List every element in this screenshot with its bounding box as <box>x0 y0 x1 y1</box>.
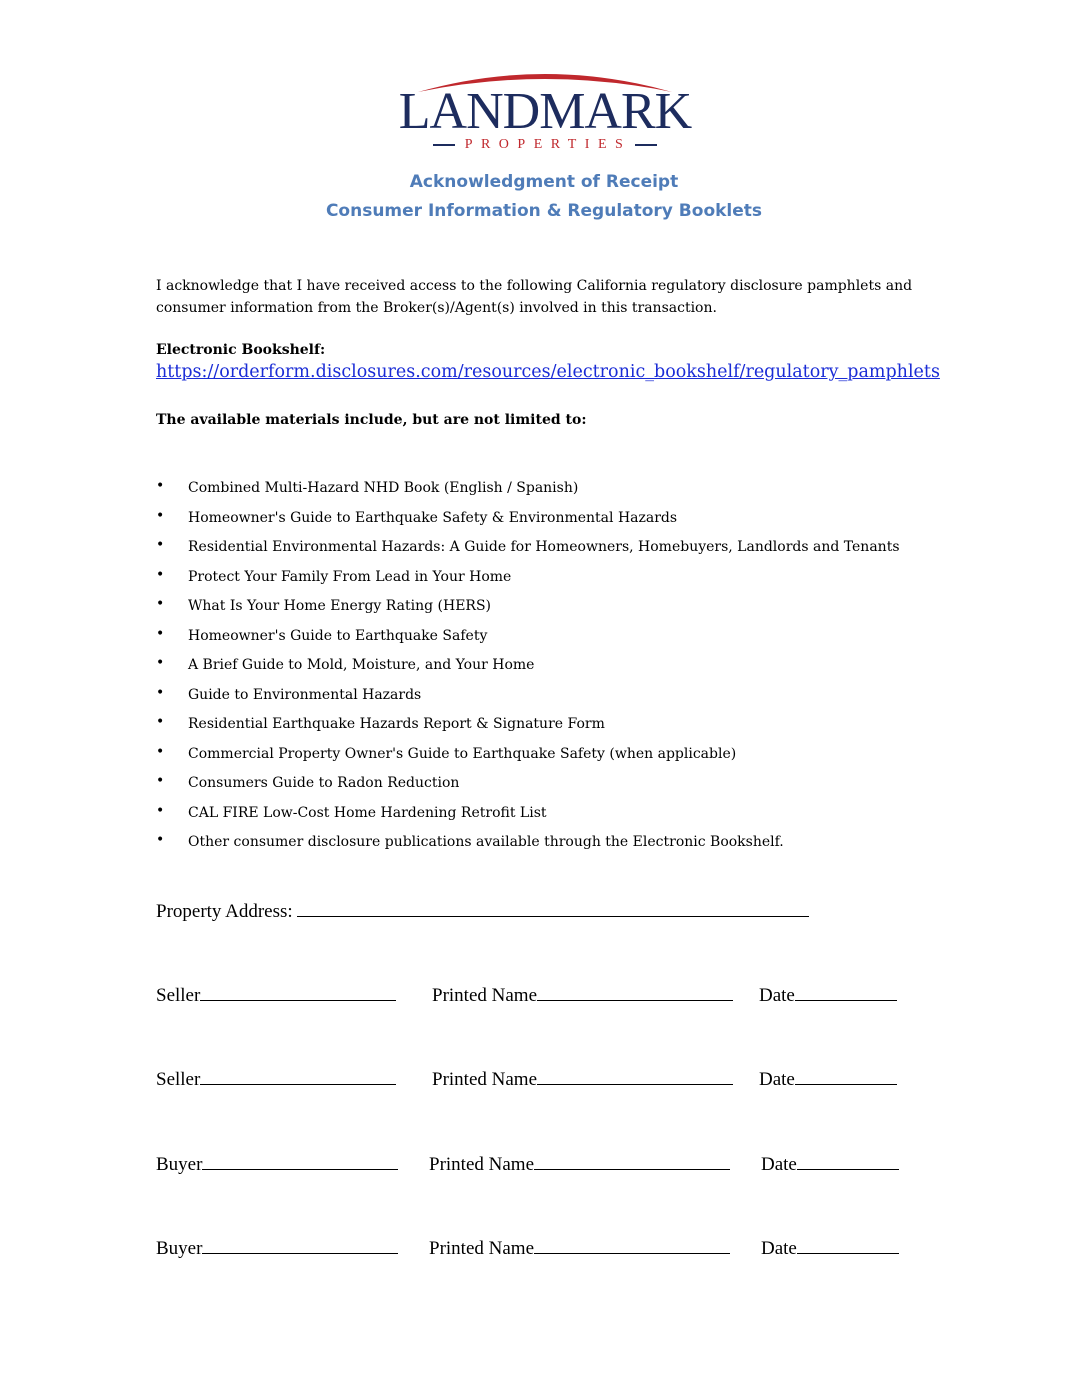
materials-label: The available materials include, but are not limited to: <box>156 412 587 428</box>
document-subtitle: Consumer Information & Regulatory Booklets <box>325 201 763 221</box>
list-item-text: Homeowner's Guide to Earthquake Safety <box>188 627 488 644</box>
signature-row <box>156 984 916 1010</box>
list-item-text: Homeowner's Guide to Earthquake Safety & Environmental Hazards <box>188 509 678 526</box>
bookshelf-link[interactable]: https://orderform.disclosures.com/resources/electronic_bookshelf/regulatory_pamphlets <box>156 362 940 382</box>
list-item-text: Combined Multi-Hazard NHD Book (English / Spanish) <box>188 480 579 496</box>
landmark-logo <box>390 62 700 157</box>
signature-field[interactable] <box>200 984 396 1001</box>
list-item-text: Commercial Property Owner's Guide to Earthquake Safety (when applicable) <box>188 745 737 762</box>
printed-name-label: Printed Name <box>432 1069 538 1090</box>
signature-field[interactable] <box>200 1068 396 1085</box>
signature-row <box>156 1237 916 1263</box>
signature-row <box>156 1153 916 1179</box>
signature-field[interactable] <box>202 1237 398 1254</box>
bullet-icon: • <box>156 714 165 730</box>
list-item-text: Protect Your Family From Lead in Your Home <box>188 568 512 585</box>
bullet-icon: • <box>156 478 165 494</box>
signature-field[interactable] <box>202 1153 398 1170</box>
printed-name-field[interactable] <box>534 1237 730 1254</box>
date-label: Date <box>759 1069 795 1090</box>
signature-role-label: Seller <box>156 985 201 1006</box>
list-item-text: Other consumer disclosure publications available through the Electronic Bookshelf. <box>188 834 784 850</box>
bullet-icon: • <box>156 655 165 671</box>
bullet-icon: • <box>156 625 165 642</box>
date-label: Date <box>761 1238 797 1259</box>
printed-name-field[interactable] <box>537 984 733 1001</box>
logo-rule-right <box>635 144 657 146</box>
printed-name-field[interactable] <box>534 1153 730 1170</box>
document-title: Acknowledgment of Receipt <box>409 172 679 192</box>
signature-role-label: Seller <box>156 1069 201 1090</box>
list-item-text: A Brief Guide to Mold, Moisture, and Your Home <box>188 657 535 673</box>
signature-row <box>156 1068 916 1094</box>
list-item-text: CAL FIRE Low-Cost Home Hardening Retrofit List <box>188 804 547 821</box>
bullet-icon: • <box>156 566 165 583</box>
list-item <box>156 683 900 713</box>
list-item-text: Residential Earthquake Hazards Report & Signature Form <box>188 716 605 732</box>
list-item <box>156 594 900 624</box>
bullet-icon: • <box>156 507 165 524</box>
intro-paragraph: I acknowledge that I have received access to the following California regulatory disclosure pamphlets and consumer information from the Broker(s)/Agent(s) involved in this transaction. <box>156 278 913 316</box>
property-address-field[interactable] <box>297 900 809 917</box>
list-item <box>156 742 900 772</box>
date-field[interactable] <box>795 1068 897 1085</box>
bullet-icon: • <box>156 802 165 819</box>
list-item <box>156 653 900 683</box>
date-field[interactable] <box>795 984 897 1001</box>
date-field[interactable] <box>797 1237 899 1254</box>
list-item-text: What Is Your Home Energy Rating (HERS) <box>188 598 492 614</box>
bullet-icon: • <box>156 684 165 701</box>
property-address-row <box>156 900 809 923</box>
signature-role-label: Buyer <box>156 1154 203 1175</box>
list-item <box>156 565 900 595</box>
list-item <box>156 476 900 506</box>
list-item <box>156 801 900 831</box>
signature-role-label: Buyer <box>156 1238 203 1259</box>
list-item-text: Consumers Guide to Radon Reduction <box>188 775 460 791</box>
bookshelf-label: Electronic Bookshelf: <box>156 342 326 358</box>
printed-name-label: Printed Name <box>429 1154 535 1175</box>
printed-name-label: Printed Name <box>432 985 538 1006</box>
bullet-icon: • <box>156 743 165 760</box>
bullet-icon: • <box>156 773 165 789</box>
list-item <box>156 771 900 801</box>
list-item <box>156 624 900 654</box>
printed-name-label: Printed Name <box>429 1238 535 1259</box>
materials-list <box>156 476 900 860</box>
bullet-icon: • <box>156 832 165 848</box>
logo-sub-row <box>398 136 692 154</box>
bullet-icon: • <box>156 596 165 612</box>
list-item <box>156 506 900 536</box>
logo-rule-left <box>433 144 455 146</box>
list-item <box>156 712 900 742</box>
printed-name-field[interactable] <box>537 1068 733 1085</box>
date-label: Date <box>761 1154 797 1175</box>
logo-sub: PROPERTIES <box>464 137 632 152</box>
logo-brand: LANDMARK <box>398 83 692 140</box>
bullet-icon: • <box>156 537 165 553</box>
list-item-text: Guide to Environmental Hazards <box>188 686 422 703</box>
date-field[interactable] <box>797 1153 899 1170</box>
list-item-text: Residential Environmental Hazards: A Guide for Homeowners, Homebuyers, Landlords and Tenants <box>188 539 900 555</box>
list-item <box>156 830 900 860</box>
property-address-label: Property Address: <box>156 901 298 922</box>
date-label: Date <box>759 985 795 1006</box>
list-item <box>156 535 900 565</box>
